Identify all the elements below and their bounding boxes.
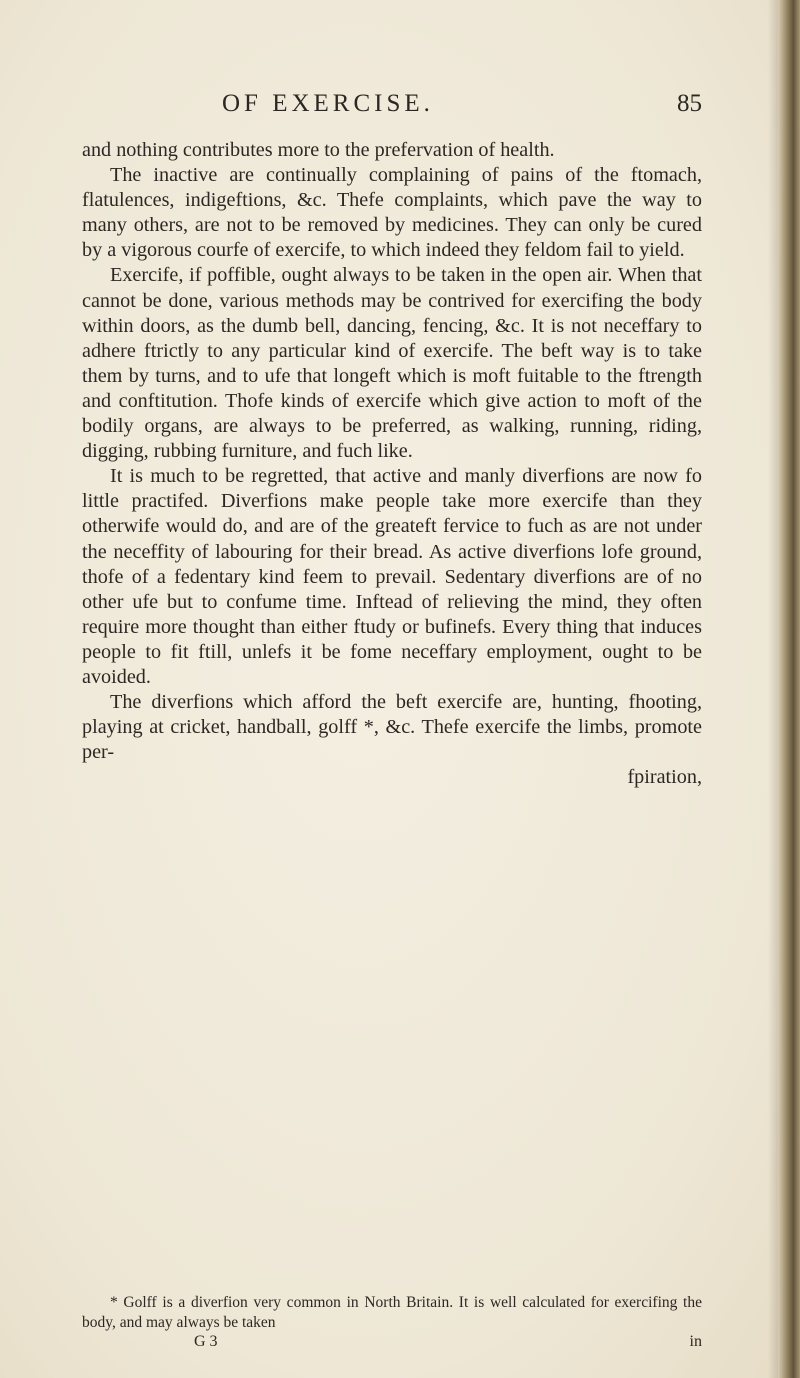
signature-mark: G 3 bbox=[194, 1333, 218, 1350]
body-text bbox=[82, 138, 702, 790]
paragraph-best-exercise: The diverfions which afford the beft exercife are, hunting, fhooting, playing at cricket, handball, golff *, &c. Thefe exercife the limbs, promote per- bbox=[82, 691, 702, 764]
paragraph-open-air: Exercife, if poffible, ought always to be taken in the open air. When that cannot be done, various methods may be contrived for exercifing the body within doors, as the dumb bell, dancing, fencing, &c. It is not neceffary to adhere ftrictly to any particular kind of exercife. The beft way is to take them by turns, and to ufe that longeft which is moft fuitable to the ftrength and conftitution. Thofe kinds of exercife which give action to moft of the bodily organs, are always to be preferred, as walking, running, riding, digging, rubbing furniture, and fuch like. bbox=[82, 264, 702, 463]
page-footer bbox=[82, 1333, 702, 1355]
page-number: 85 bbox=[677, 90, 702, 117]
paragraph-continuation: and nothing contributes more to the prefervation of health. bbox=[82, 139, 555, 161]
running-head: OF EXERCISE. bbox=[222, 90, 434, 117]
catchword: in bbox=[689, 1333, 702, 1350]
paragraph-inactive: The inactive are continually complaining of pains of the ftomach, flatulences, indigeftions, &c. Thefe complaints, which pave the way to many others, are not to be removed by medicines. They can only be cured by a vigorous courfe of exercife, to which indeed they feldom fail to yield. bbox=[82, 164, 702, 262]
gutter-shadow bbox=[768, 0, 778, 1378]
footnote: * Golff is a diverfion very common in North Britain. It is well calculated for exercifing the body, and may always be taken bbox=[82, 1294, 702, 1331]
last-line: fpiration, bbox=[627, 766, 702, 789]
page-header bbox=[82, 90, 702, 130]
paragraph-diversions: It is much to be regretted, that active and manly diverfions are now fo little practifed. Diverfions make people take more exercife than they otherwife would do, and are of the greateft fervice to fuch as are not under the neceffity of labouring for their bread. As active diverfions lofe ground, thofe of a fedentary kind feem to prevail. Sedentary diverfions are of no other ufe but to confume time. Inftead of relieving the mind, they often require more thought than either ftudy or bufinefs. Every thing that induces people to fit ftill, unlefs it be fome neceffary employment, ought to be avoided. bbox=[82, 465, 702, 688]
book-binding-edge bbox=[778, 0, 800, 1378]
